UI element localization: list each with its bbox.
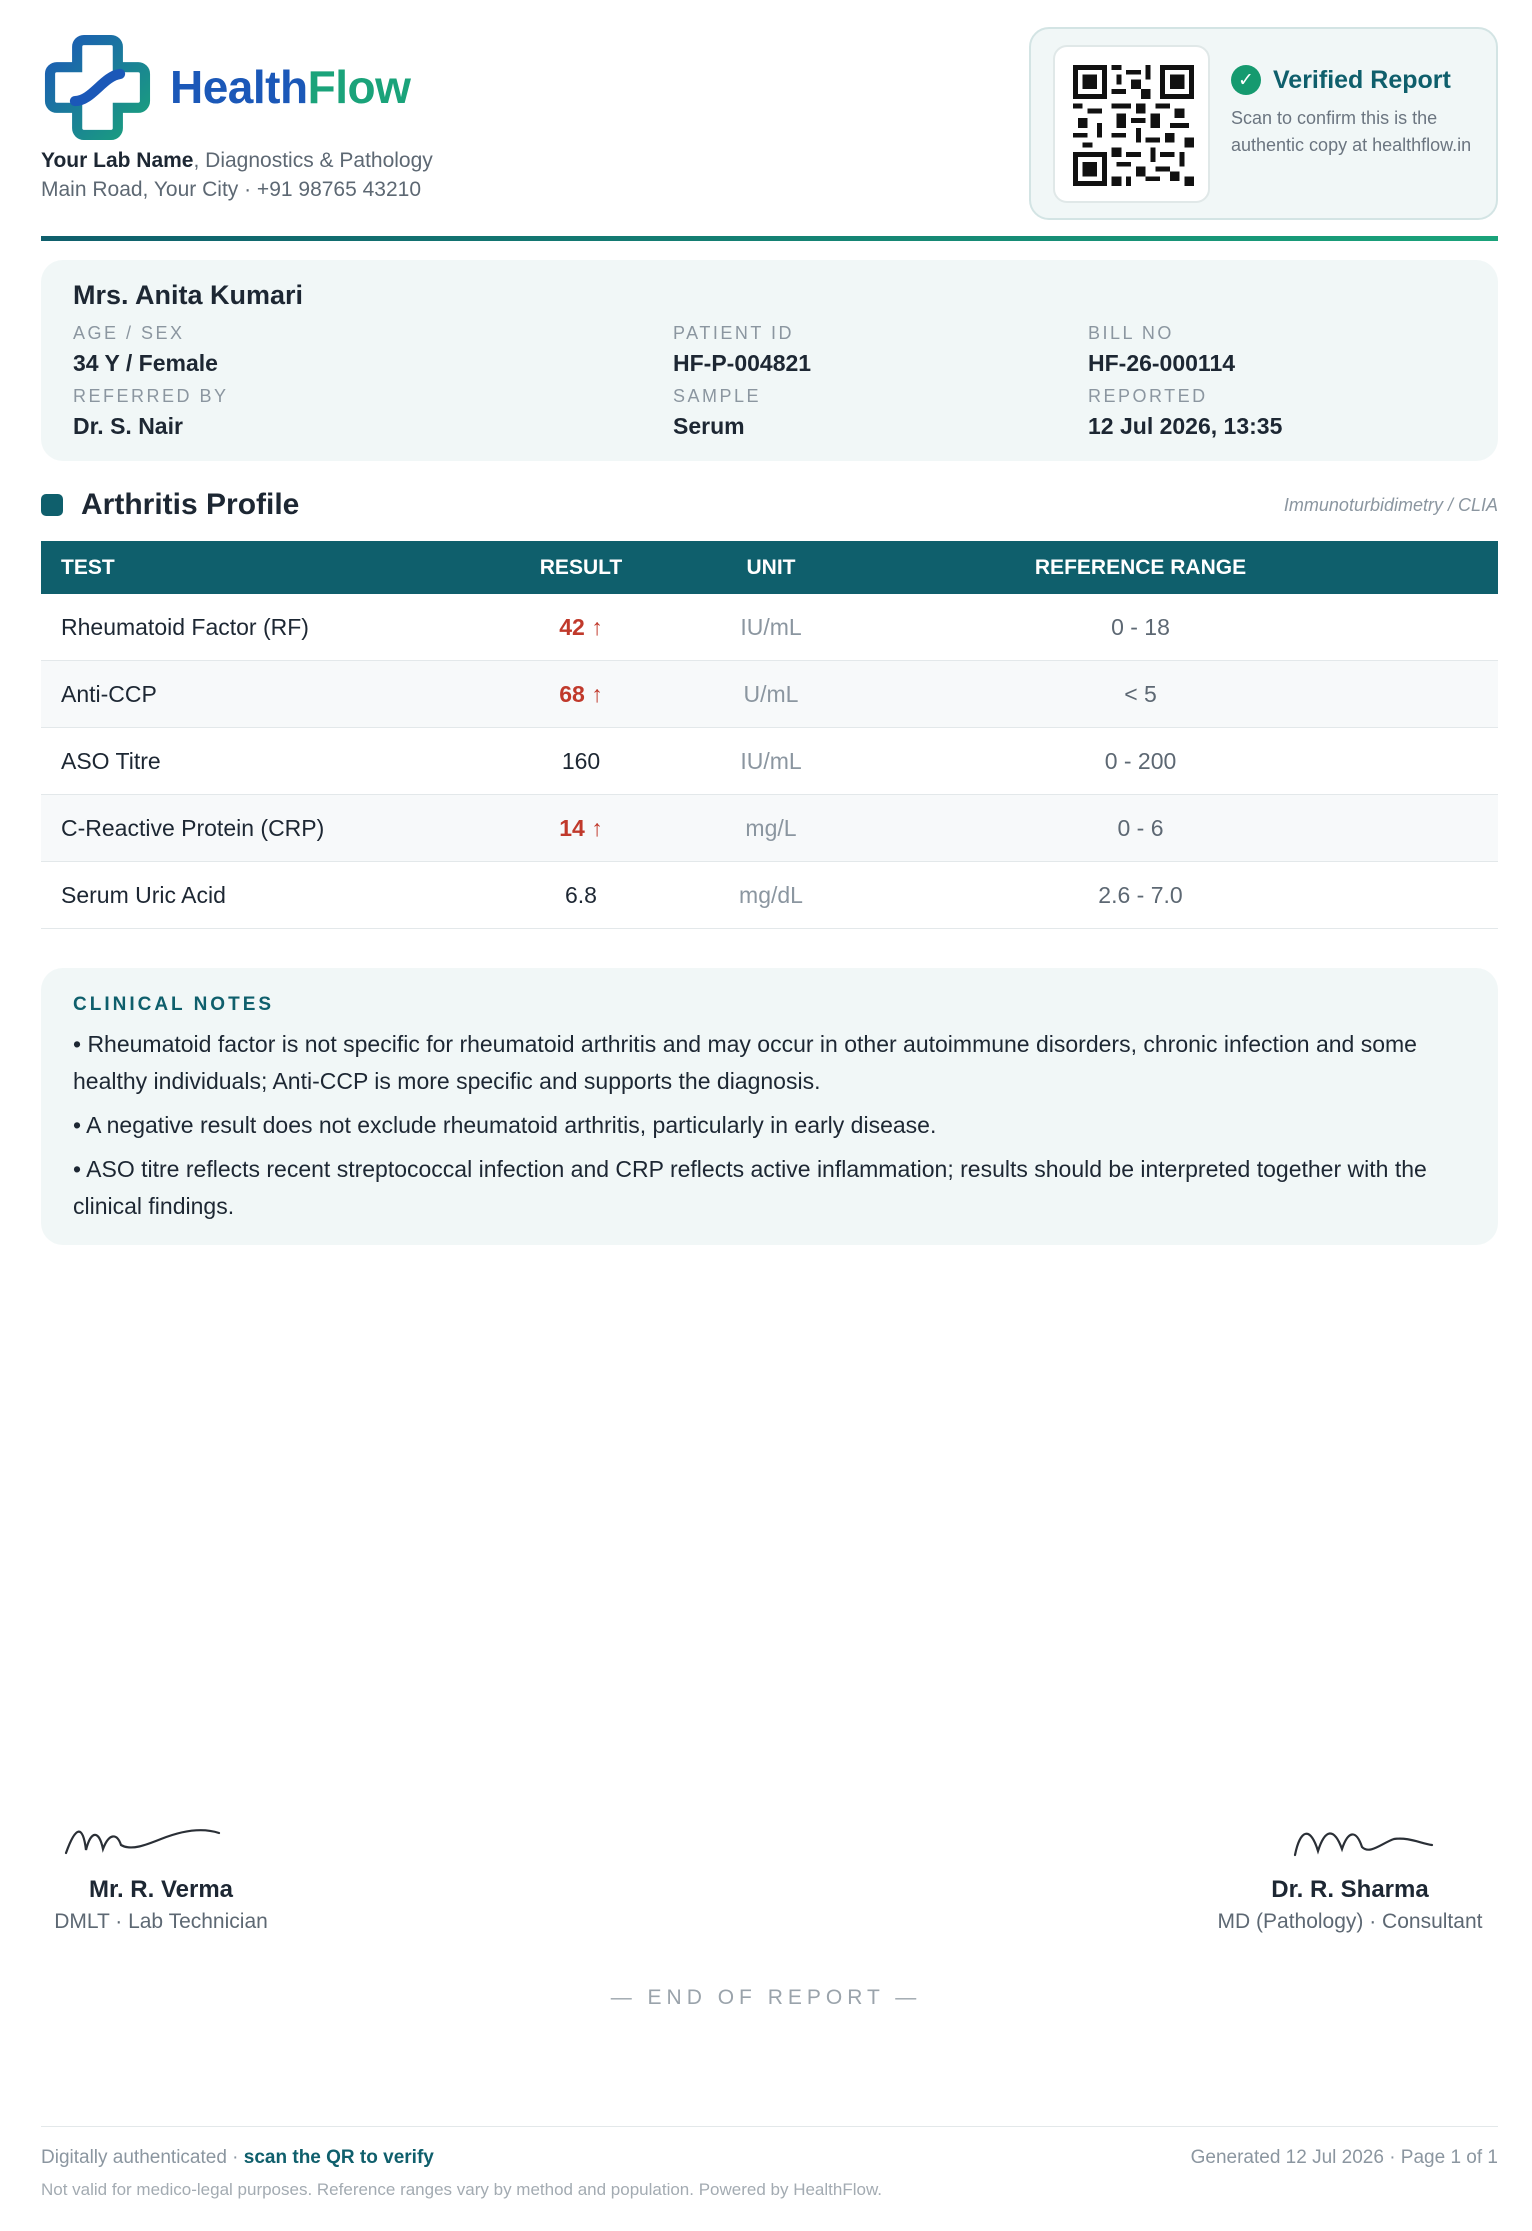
patient-info-card (41, 260, 1498, 461)
note-item: • Rheumatoid factor is not specific for rheumatoid arthritis and may occur in other autoimmune disorders, chronic infection and some healthy individuals; Anti-CCP is more specific and supports the diagnosis. (73, 1031, 1417, 1094)
report-header (41, 27, 1498, 237)
verified-title-text: Verified Report (1273, 65, 1451, 94)
left-signatory-role: DMLT · Lab Technician (54, 1910, 268, 1933)
table-row (41, 862, 1498, 929)
brand-name-part1: Health (170, 61, 308, 113)
footer-auth (41, 2147, 434, 2169)
method-label: Immunoturbidimetry / CLIA (1283, 495, 1498, 515)
table-header (41, 541, 1498, 594)
signature-right (1190, 1815, 1510, 1934)
right-signatory-role: MD (Pathology) · Consultant (1217, 1910, 1483, 1933)
table-row (41, 795, 1498, 862)
reference-range: 0 - 18 (1111, 614, 1170, 640)
signature-scribble-icon (1290, 1815, 1450, 1865)
reference-range: 0 - 200 (1104, 748, 1177, 774)
clinical-notes (41, 968, 1498, 1245)
reported-value: 12 Jul 2026, 13:35 (1088, 413, 1283, 439)
scan-qr-link[interactable]: scan the QR to verify (243, 2147, 434, 2168)
results-table (41, 541, 1498, 929)
unit: IU/mL (740, 748, 802, 774)
test-name: Serum Uric Acid (61, 882, 226, 908)
footer-auth-prefix: Digitally authenticated · (41, 2147, 244, 2168)
age-sex-value: 34 Y / Female (73, 350, 218, 376)
verification-text: Scan to confirm this is the authentic copy at healthflow.in (1231, 108, 1472, 155)
header-divider (41, 236, 1498, 241)
brand-name-part2: Flow (307, 61, 411, 113)
reference-range: 0 - 6 (1117, 815, 1164, 841)
result-value-high: 68 ↑ (559, 681, 603, 707)
footer-generated: Generated 12 Jul 2026 · Page 1 of 1 (1190, 2147, 1498, 2168)
section-marker-icon (41, 494, 63, 516)
test-name: Anti-CCP (61, 681, 157, 707)
end-of-report: — END OF REPORT — (610, 1986, 922, 2009)
patient-id-label: PATIENT ID (673, 323, 795, 343)
patient-id-value: HF-P-004821 (673, 350, 812, 376)
footer-divider (41, 2126, 1498, 2127)
lab-name-line (41, 149, 433, 173)
table-row (41, 661, 1498, 728)
result-value-high: 42 ↑ (559, 614, 603, 640)
unit: U/mL (743, 681, 799, 707)
header-unit: UNIT (746, 556, 796, 579)
verified-report-title (1231, 65, 1451, 95)
bill-no-value: HF-26-000114 (1088, 350, 1236, 376)
qr-code-icon (1073, 65, 1194, 186)
referred-by-value: Dr. S. Nair (73, 413, 183, 439)
lab-name: Your Lab Name (41, 149, 194, 172)
reported-label: REPORTED (1088, 386, 1208, 406)
header-result: RESULT (539, 556, 623, 579)
header-reference-range: REFERENCE RANGE (1034, 556, 1247, 579)
note-item: • A negative result does not exclude rheumatoid arthritis, particularly in early disease. (73, 1112, 937, 1138)
reference-range: 2.6 - 7.0 (1098, 882, 1183, 908)
unit: IU/mL (740, 614, 802, 640)
check-circle-icon: ✓ (1231, 65, 1261, 95)
result-value: 160 (561, 748, 601, 774)
qr-code[interactable] (1053, 45, 1210, 203)
table-row (41, 728, 1498, 795)
sample-label: SAMPLE (673, 386, 762, 406)
footer-disclaimer: Not valid for medico-legal purposes. Reference ranges vary by method and population. Powered by HealthFlow. (41, 2180, 883, 2199)
section-title (41, 488, 299, 522)
lab-type: , Diagnostics & Pathology (193, 149, 433, 172)
sample-value: Serum (673, 413, 745, 439)
test-name: ASO Titre (61, 748, 161, 774)
signature-scribble-icon (61, 1815, 221, 1865)
lab-address: Main Road, Your City · +91 98765 43210 (41, 178, 422, 201)
verification-box (1029, 27, 1498, 220)
signature-left (41, 1815, 281, 1934)
result-value-high: 14 ↑ (559, 815, 603, 841)
age-sex-label: AGE / SEX (73, 323, 185, 343)
section-title-text: Arthritis Profile (81, 488, 300, 521)
header-test: TEST (61, 556, 115, 579)
right-signatory-name: Dr. R. Sharma (1271, 1876, 1429, 1903)
logo-cross-icon (41, 31, 154, 144)
table-row (41, 594, 1498, 661)
note-item: • ASO titre reflects recent streptococcal infection and CRP reflects active inflammation; results should be interpreted together with the clinical findings. (73, 1156, 1427, 1219)
patient-name: Mrs. Anita Kumari (73, 280, 304, 310)
reference-range: < 5 (1124, 681, 1157, 707)
clinical-notes-title: CLINICAL NOTES (73, 994, 275, 1015)
unit: mg/dL (739, 882, 803, 908)
clinical-notes-body (73, 1026, 1473, 1232)
bill-no-label: BILL NO (1088, 323, 1174, 343)
result-value: 6.8 (565, 882, 597, 908)
test-name: Rheumatoid Factor (RF) (61, 614, 309, 640)
brand-name (170, 60, 410, 114)
unit: mg/L (745, 815, 797, 841)
left-signatory-name: Mr. R. Verma (88, 1876, 234, 1903)
healthflow-logo (41, 27, 461, 147)
test-name: C-Reactive Protein (CRP) (61, 815, 325, 841)
referred-by-label: REFERRED BY (73, 386, 229, 406)
